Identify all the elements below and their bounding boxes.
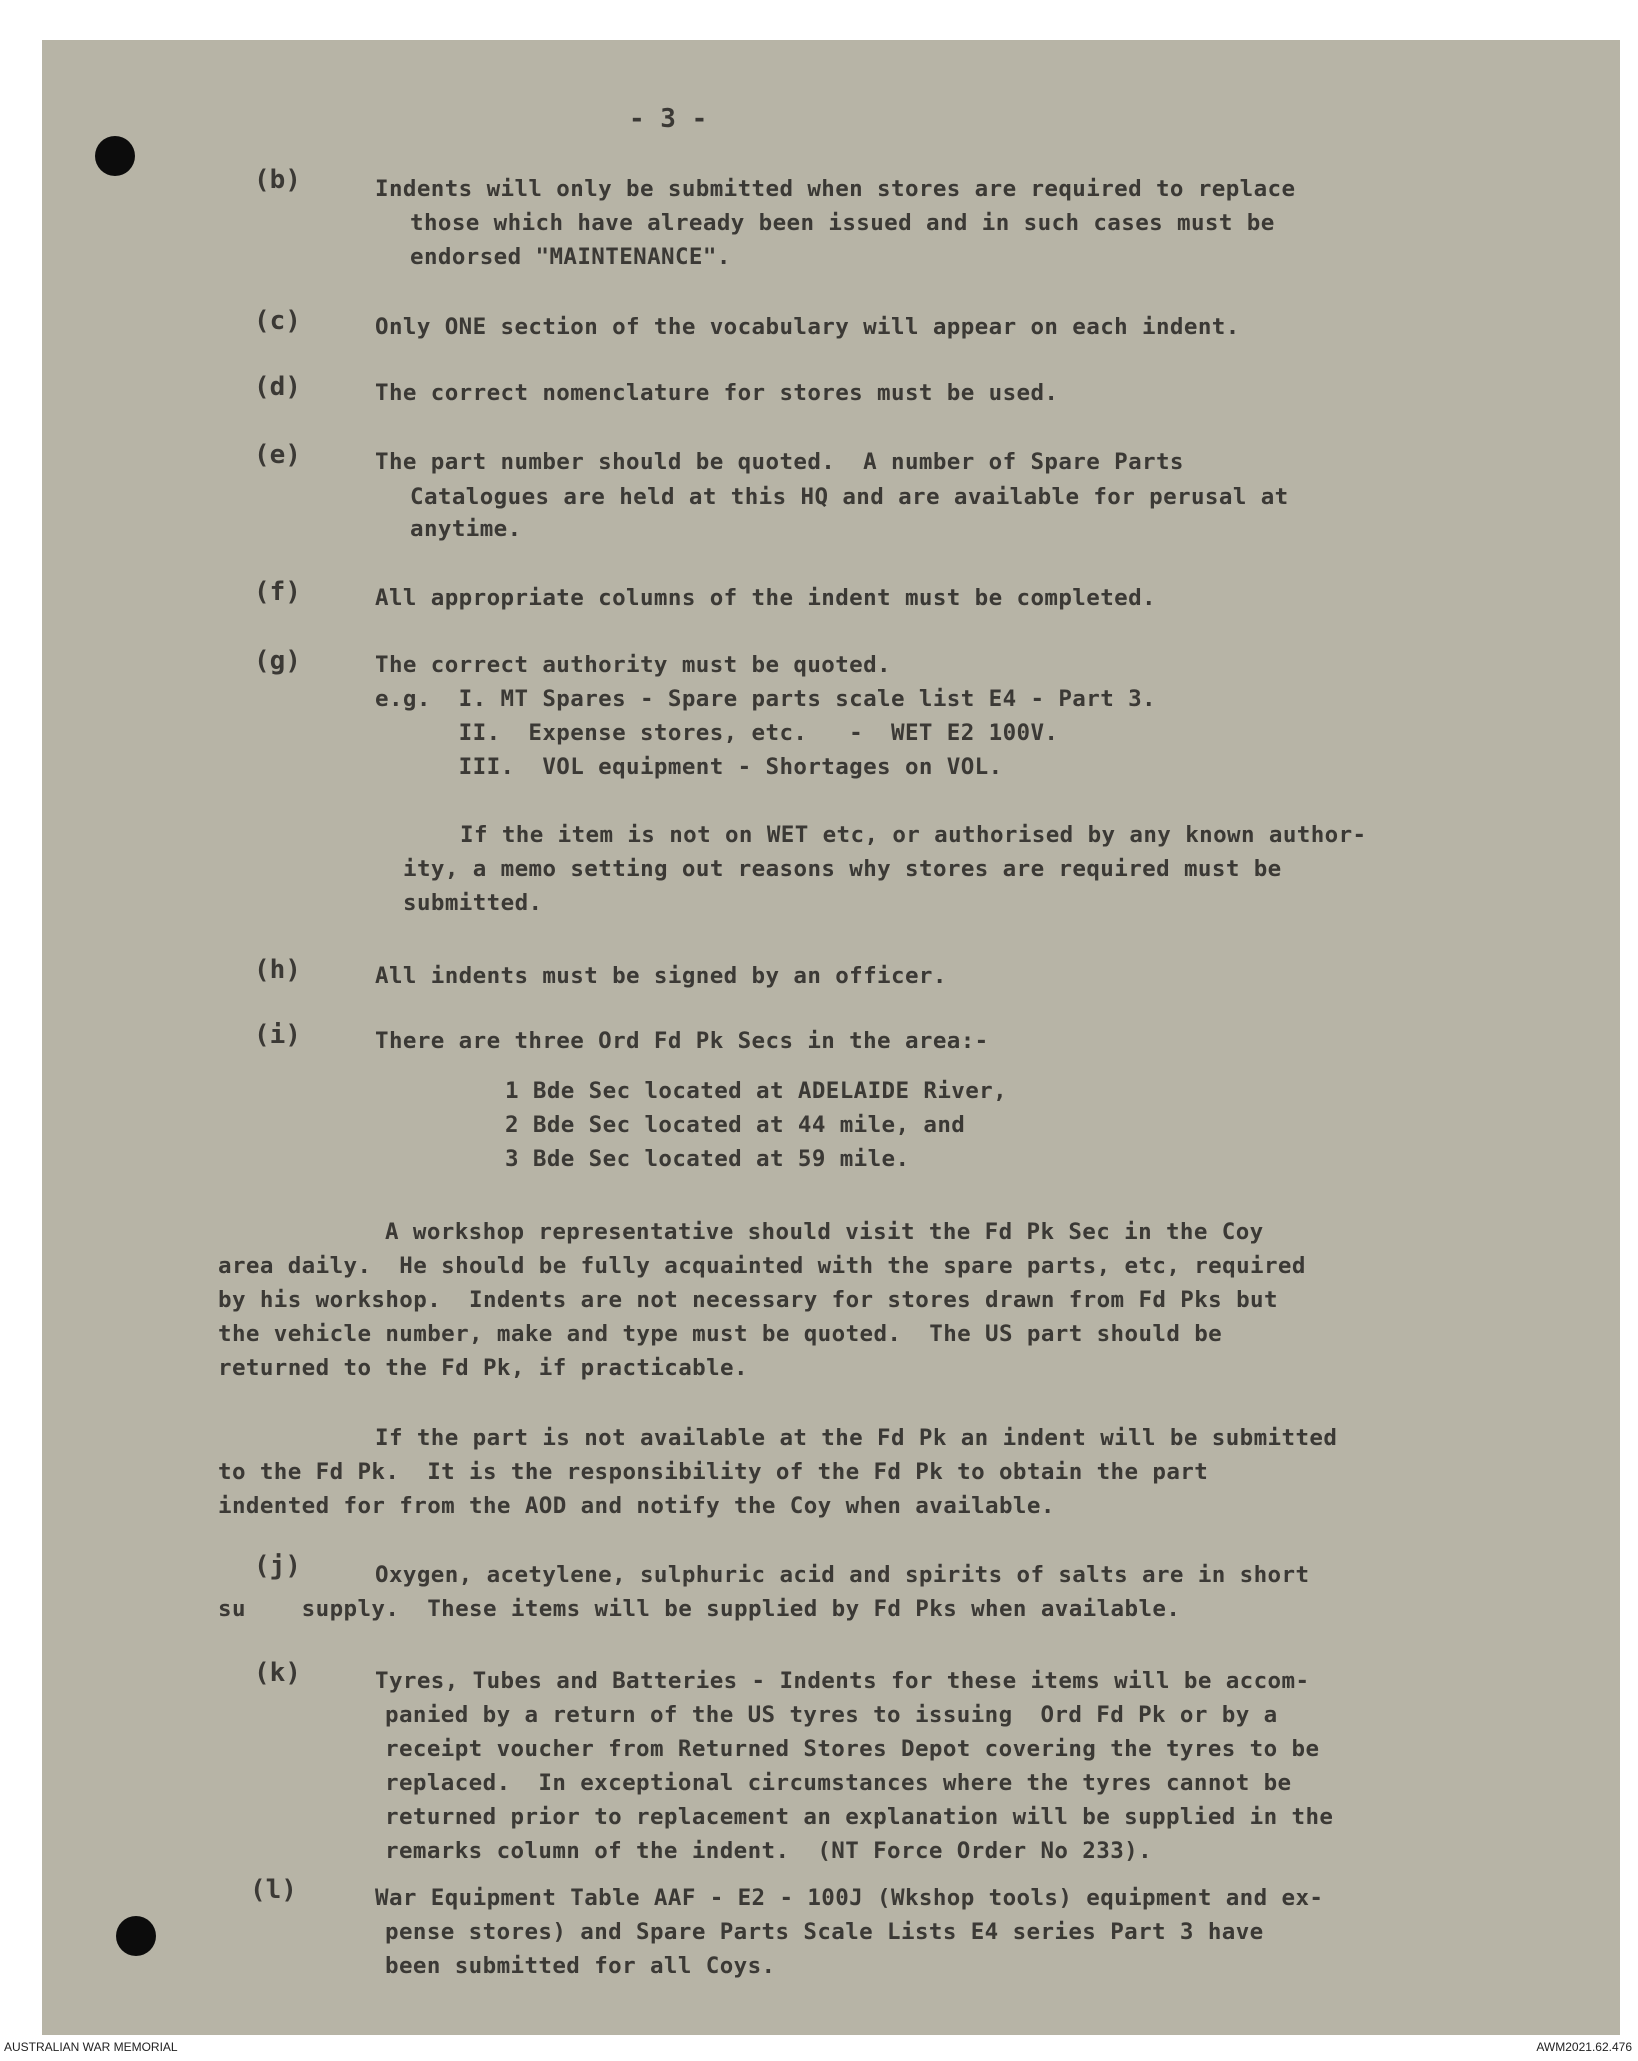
item-e-line: The part number should be quoted. A number of Spare Parts	[375, 449, 1184, 475]
paragraph-line: the vehicle number, make and type must be quoted. The US part should be	[218, 1321, 1223, 1347]
item-g-line: The correct authority must be quoted.	[375, 652, 892, 678]
item-j-line: Oxygen, acetylene, sulphuric acid and spirits of salts are in short	[375, 1562, 1310, 1588]
item-i-line: There are three Ord Fd Pk Secs in the area:-	[375, 1028, 989, 1054]
item-c-line: Only ONE section of the vocabulary will appear on each indent.	[375, 314, 1240, 340]
footer-accession: AWM2021.62.476	[1536, 2040, 1632, 2054]
paragraph-line: returned to the Fd Pk, if practicable.	[218, 1355, 748, 1381]
item-g-line: If the item is not on WET etc, or authorised by any known author-	[460, 822, 1367, 848]
paragraph-line: A workshop representative should visit the Fd Pk Sec in the Coy	[385, 1219, 1264, 1245]
item-e-line: anytime.	[410, 516, 522, 542]
item-b-line: endorsed "MAINTENANCE".	[410, 244, 731, 270]
item-b-line: those which have already been issued and in such cases must be	[410, 210, 1275, 236]
item-label-l: (l)	[250, 1875, 297, 1905]
item-f-line: All appropriate columns of the indent must be completed.	[375, 585, 1156, 611]
item-g-line: II. Expense stores, etc. - WET E2 100V.	[375, 720, 1059, 746]
item-k-line: panied by a return of the US tyres to issuing Ord Fd Pk or by a	[385, 1702, 1278, 1728]
item-i-line: 3 Bde Sec located at 59 mile.	[505, 1146, 910, 1172]
punch-hole	[95, 136, 135, 176]
item-k-line: replaced. In exceptional circumstances where the tyres cannot be	[385, 1770, 1292, 1796]
paragraph-line: by his workshop. Indents are not necessary for stores drawn from Fd Pks but	[218, 1287, 1278, 1313]
punch-hole	[116, 1916, 156, 1956]
item-d-line: The correct nomenclature for stores must be used.	[375, 380, 1059, 406]
item-k-line: receipt voucher from Returned Stores Depot covering the tyres to be	[385, 1736, 1320, 1762]
item-label-j: (j)	[254, 1551, 301, 1581]
item-g-line: III. VOL equipment - Shortages on VOL.	[375, 754, 1003, 780]
paragraph-line: If the part is not available at the Fd Pk an indent will be submitted	[375, 1425, 1338, 1451]
item-l-line: been submitted for all Coys.	[385, 1953, 776, 1979]
item-k-line: remarks column of the indent. (NT Force Order No 233).	[385, 1838, 1153, 1864]
item-g-line: ity, a memo setting out reasons why stores are required must be	[403, 856, 1282, 882]
item-label-f: (f)	[254, 577, 301, 607]
item-label-d: (d)	[254, 372, 301, 402]
item-j-line: su supply. These items will be supplied by Fd Pks when available.	[218, 1596, 1181, 1622]
item-g-line: submitted.	[403, 890, 543, 916]
item-h-line: All indents must be signed by an officer.	[375, 963, 947, 989]
paragraph-line: area daily. He should be fully acquainted with the spare parts, etc, required	[218, 1253, 1306, 1279]
item-l-line: War Equipment Table AAF - E2 - 100J (Wkshop tools) equipment and ex-	[375, 1885, 1324, 1911]
item-e-line: Catalogues are held at this HQ and are available for perusal at	[410, 484, 1289, 510]
item-label-i: (i)	[254, 1020, 301, 1050]
item-i-line: 2 Bde Sec located at 44 mile, and	[505, 1112, 966, 1138]
footer-source: AUSTRALIAN WAR MEMORIAL	[4, 2040, 178, 2054]
item-label-b: (b)	[254, 165, 301, 195]
item-label-e: (e)	[254, 440, 301, 470]
item-k-line: Tyres, Tubes and Batteries - Indents for these items will be accom-	[375, 1668, 1310, 1694]
item-g-line: e.g. I. MT Spares - Spare parts scale list E4 - Part 3.	[375, 686, 1156, 712]
item-b-line: Indents will only be submitted when stores are required to replace	[375, 176, 1296, 202]
item-label-c: (c)	[254, 306, 301, 336]
item-label-k: (k)	[254, 1658, 301, 1688]
item-l-line: pense stores) and Spare Parts Scale Lists E4 series Part 3 have	[385, 1919, 1264, 1945]
item-label-h: (h)	[254, 955, 301, 985]
item-label-g: (g)	[254, 646, 301, 676]
paragraph-line: to the Fd Pk. It is the responsibility of the Fd Pk to obtain the part	[218, 1459, 1209, 1485]
paragraph-line: indented for from the AOD and notify the Coy when available.	[218, 1493, 1055, 1519]
page-number: - 3 -	[629, 104, 708, 134]
item-i-line: 1 Bde Sec located at ADELAIDE River,	[505, 1078, 1008, 1104]
item-k-line: returned prior to replacement an explanation will be supplied in the	[385, 1804, 1334, 1830]
